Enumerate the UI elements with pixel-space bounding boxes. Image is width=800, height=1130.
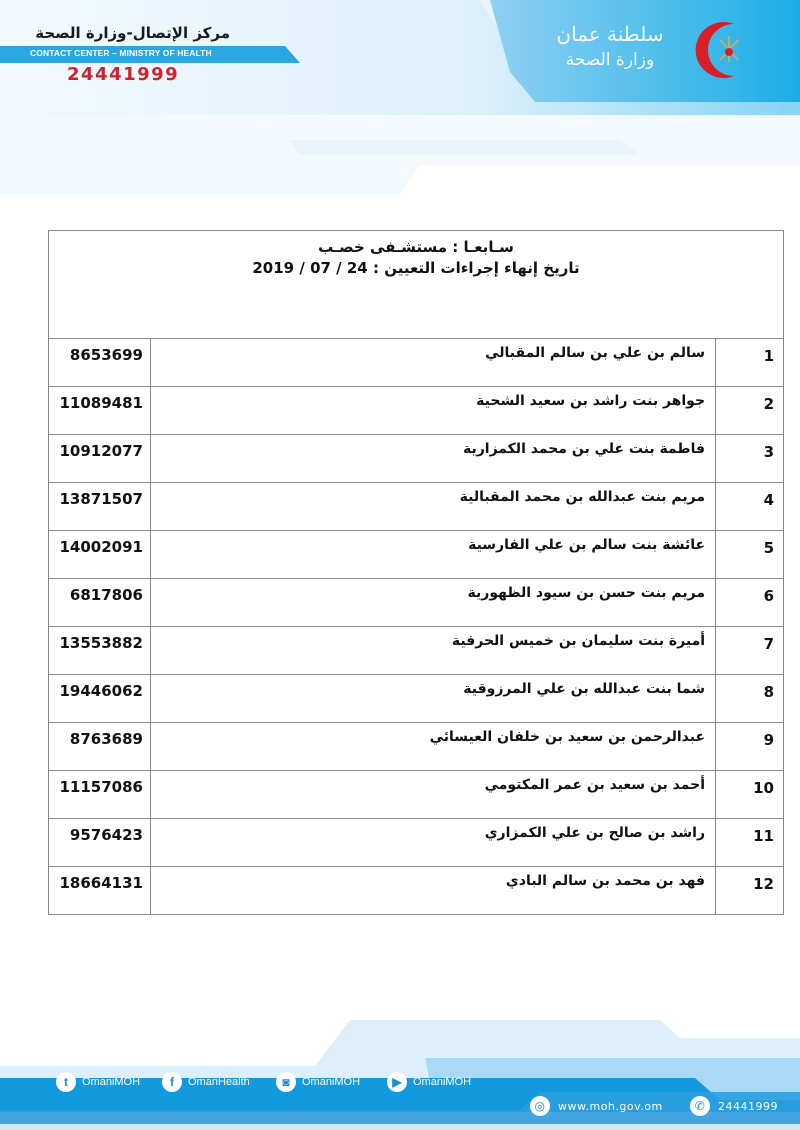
twitter-handle: OmaniMOH	[82, 1076, 141, 1088]
letterhead-header	[0, 0, 800, 220]
instagram-icon: ◙	[276, 1072, 296, 1092]
employee-name-cell: فاطمة بنت علي بن محمد الكمزارية	[150, 435, 715, 483]
youtube-handle: OmaniMOH	[413, 1076, 472, 1088]
completion-date: تاريخ إنهاء إجراءات التعيين : 24 / 07 / 2019	[252, 259, 580, 277]
instagram-link[interactable]	[276, 1072, 360, 1092]
employee-id-cell: 13553882	[49, 627, 151, 675]
instagram-handle: OmaniMOH	[302, 1076, 361, 1088]
table-title-row	[49, 231, 784, 339]
row-index-cell: 2	[716, 387, 784, 435]
table-title-cell	[49, 231, 784, 339]
youtube-icon: ▶	[387, 1072, 407, 1092]
facebook-handle: OmanHealth	[188, 1076, 250, 1088]
oman-moh-crescent-emblem-icon	[690, 18, 754, 82]
youtube-link[interactable]	[387, 1072, 471, 1092]
appointments-table	[48, 230, 784, 915]
employee-name-cell: سالم بن علي بن سالم المقبالي	[150, 339, 715, 387]
ministry-title-line1: سلطنة عمان	[556, 22, 664, 46]
table-row	[49, 675, 784, 723]
table-row	[49, 435, 784, 483]
row-index-cell: 3	[716, 435, 784, 483]
employee-id-cell: 11089481	[49, 387, 151, 435]
ministry-title-line2: وزارة الصحة	[565, 50, 655, 70]
footer-phone: 24441999	[718, 1099, 778, 1113]
table-row	[49, 723, 784, 771]
twitter-icon: t	[56, 1072, 76, 1092]
table-row	[49, 387, 784, 435]
employee-name-cell: شما بنت عبدالله بن علي المرزوقية	[150, 675, 715, 723]
hospital-title: سـابعـا : مستشـفى خصـب	[318, 238, 514, 256]
employee-name-cell: جواهر بنت راشد بن سعيد الشحية	[150, 387, 715, 435]
employee-name-cell: فهد بن محمد بن سالم البادي	[150, 867, 715, 915]
employee-name-cell: أميرة بنت سليمان بن خميس الحرفية	[150, 627, 715, 675]
employee-id-cell: 11157086	[49, 771, 151, 819]
employee-id-cell: 8653699	[49, 339, 151, 387]
employee-name-cell: عائشة بنت سالم بن علي الفارسية	[150, 531, 715, 579]
row-index-cell: 8	[716, 675, 784, 723]
table-row	[49, 627, 784, 675]
contact-center-english: CONTACT CENTER – MINISTRY OF HEALTH	[30, 48, 212, 58]
row-index-cell: 1	[716, 339, 784, 387]
employee-name-cell: مريم بنت حسن بن سيود الظهورية	[150, 579, 715, 627]
facebook-link[interactable]	[162, 1072, 250, 1092]
employee-id-cell: 14002091	[49, 531, 151, 579]
footer-background	[0, 1010, 800, 1130]
table-row	[49, 339, 784, 387]
table-row	[49, 531, 784, 579]
employee-id-cell: 9576423	[49, 819, 151, 867]
letterhead-footer	[0, 1010, 800, 1130]
phone-link[interactable]	[690, 1096, 778, 1116]
employee-name-cell: راشد بن صالح بن علي الكمزاري	[150, 819, 715, 867]
facebook-icon: f	[162, 1072, 182, 1092]
row-index-cell: 7	[716, 627, 784, 675]
employee-id-cell: 19446062	[49, 675, 151, 723]
website-link[interactable]	[530, 1096, 663, 1116]
employee-id-cell: 18664131	[49, 867, 151, 915]
website-url: www.moh.gov.om	[558, 1099, 663, 1113]
twitter-link[interactable]	[56, 1072, 140, 1092]
employee-id-cell: 6817806	[49, 579, 151, 627]
table-row	[49, 819, 784, 867]
table-row	[49, 867, 784, 915]
contact-center-arabic: مركز الإتصال-وزارة الصحة	[35, 24, 230, 42]
row-index-cell: 5	[716, 531, 784, 579]
employee-id-cell: 10912077	[49, 435, 151, 483]
phone-icon: ✆	[690, 1096, 710, 1116]
table-row	[49, 483, 784, 531]
employee-id-cell: 8763689	[49, 723, 151, 771]
row-index-cell: 4	[716, 483, 784, 531]
row-index-cell: 11	[716, 819, 784, 867]
employee-name-cell: مريم بنت عبدالله بن محمد المقبالية	[150, 483, 715, 531]
table-row	[49, 579, 784, 627]
row-index-cell: 9	[716, 723, 784, 771]
row-index-cell: 10	[716, 771, 784, 819]
employee-name-cell: أحمد بن سعيد بن عمر المكتومي	[150, 771, 715, 819]
employee-id-cell: 13871507	[49, 483, 151, 531]
globe-icon: ◎	[530, 1096, 550, 1116]
table-row	[49, 771, 784, 819]
row-index-cell: 12	[716, 867, 784, 915]
contact-center-phone: 24441999	[67, 64, 180, 85]
employee-name-cell: عبدالرحمن بن سعيد بن خلفان العيسائي	[150, 723, 715, 771]
row-index-cell: 6	[716, 579, 784, 627]
